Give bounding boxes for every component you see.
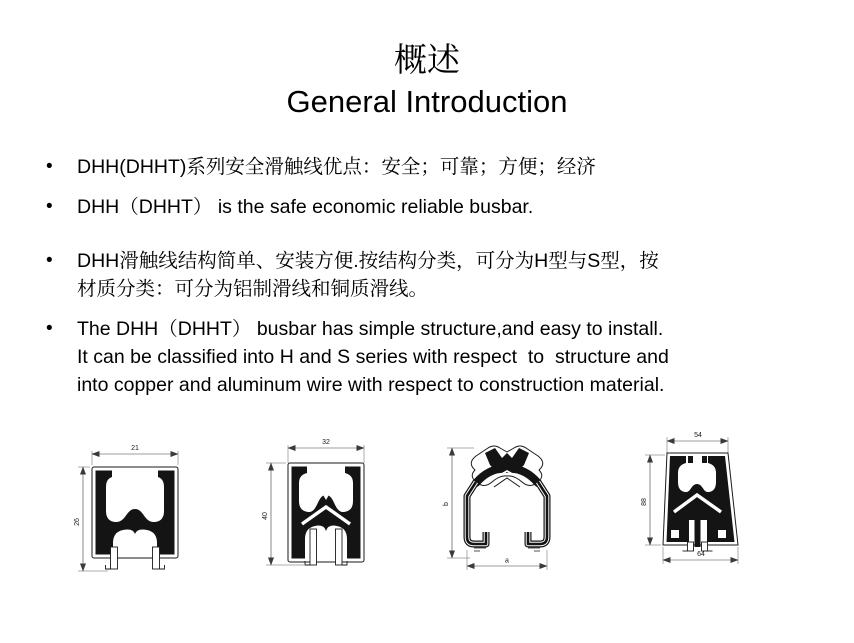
profile-diagram-h-medium [250, 423, 410, 588]
crown-wave [485, 448, 529, 472]
slot-tab-right [702, 456, 707, 463]
title-chinese: 概述 [394, 40, 460, 79]
left-foot [106, 565, 111, 569]
side-notch-left [671, 530, 679, 538]
right-foot [160, 565, 165, 569]
dimension-top [667, 432, 728, 453]
bullet-text [77, 315, 822, 399]
profile-shape [467, 446, 547, 551]
dimension-top [288, 439, 364, 463]
profile-body [96, 471, 175, 555]
dim-label-bottom: 64 [697, 551, 705, 558]
bullet-marker: • [46, 156, 53, 177]
slot-tab-left [688, 456, 693, 463]
dim-label-left: 26 [74, 518, 81, 526]
dimension-left [443, 448, 474, 558]
dim-label-top: 21 [131, 445, 139, 452]
bullet-marker: • [46, 250, 53, 271]
right-leg [153, 547, 160, 569]
crown-outline [471, 446, 543, 486]
chevron-line [306, 510, 346, 524]
profile-diagram-h-small [60, 425, 210, 585]
left-leg [688, 542, 694, 551]
bullet-line: The DHH（DHHT） busbar has simple structure,and easy to install. [77, 318, 664, 340]
right-wall [528, 482, 547, 544]
dimension-left [641, 455, 665, 545]
right-leg [336, 529, 343, 565]
bullet-line: It can be classified into H and S series with respect to structure and [77, 346, 669, 368]
chevron-line [678, 498, 717, 512]
neck-band [476, 469, 538, 483]
left-wall [467, 482, 486, 544]
bottom-arch [113, 530, 157, 556]
left-leg [111, 547, 118, 569]
dim-label-left: 88 [641, 498, 648, 506]
profile-body [667, 456, 735, 542]
neck-chevron [494, 478, 520, 487]
chevron-gap [302, 507, 350, 524]
bullet-line: DHH（DHHT） is the safe economic reliable busbar. [77, 196, 534, 218]
title-english: General Introduction [286, 84, 568, 119]
profile-outline [288, 463, 364, 562]
neck-gap [488, 471, 526, 482]
bullet-item-3 [46, 247, 822, 303]
bullet-item-4 [46, 315, 822, 399]
top-cavity [678, 456, 716, 492]
side-notch-right [718, 530, 726, 538]
profile-shape [288, 463, 364, 565]
profile-shape [92, 467, 178, 569]
bullet-list [46, 153, 822, 411]
bullet-marker: • [46, 318, 53, 339]
dim-label-top: 54 [694, 432, 702, 439]
top-cavity [106, 471, 164, 523]
profile-shape [663, 453, 738, 551]
right-leg [702, 542, 708, 551]
profile-outline [663, 453, 738, 545]
dim-label-left: 40 [262, 512, 269, 520]
bullet-marker: • [46, 196, 53, 217]
profile-body [292, 467, 361, 559]
dimension-bottom [467, 550, 547, 570]
dim-label-bottom: a [505, 557, 509, 565]
dimension-left [262, 463, 304, 565]
top-cavity [299, 467, 353, 513]
chevron-gap [674, 495, 721, 512]
bullet-item-2 [46, 193, 822, 221]
profile-outline [92, 467, 178, 558]
bullet-text [77, 247, 822, 303]
bullet-line: into copper and aluminum wire with respect to construction material. [77, 374, 665, 396]
bottom-arch [305, 526, 347, 559]
wave-notch [322, 493, 330, 500]
right-foot-lip [528, 548, 540, 551]
bullet-line: 材质分类：可分为铝制滑线和铜质滑线。 [77, 278, 429, 300]
bullet-text [77, 153, 822, 181]
profile-diagram-s-type [430, 420, 602, 592]
dimension-left [74, 467, 108, 571]
left-leg [310, 529, 317, 565]
bullet-line: DHH(DHHT)系列安全滑触线优点：安全；可靠；方便；经济 [77, 156, 596, 178]
dimension-top [92, 445, 178, 465]
right-foot [342, 561, 347, 565]
profile-diagram-h-large [618, 418, 803, 598]
bullet-text [77, 193, 822, 221]
dim-label-left: b [443, 502, 450, 506]
dim-label-top: 32 [322, 439, 330, 446]
dimension-bottom [663, 547, 738, 564]
left-foot-lip [474, 548, 486, 551]
bullet-line: DHH滑触线结构简单、安装方便.按结构分类，可分为H型与S型，按 [77, 250, 659, 272]
left-foot [305, 561, 310, 565]
center-tab [695, 520, 701, 547]
slide-title [0, 38, 854, 122]
bottom-slot [689, 520, 707, 542]
bullet-item-1 [46, 153, 822, 181]
